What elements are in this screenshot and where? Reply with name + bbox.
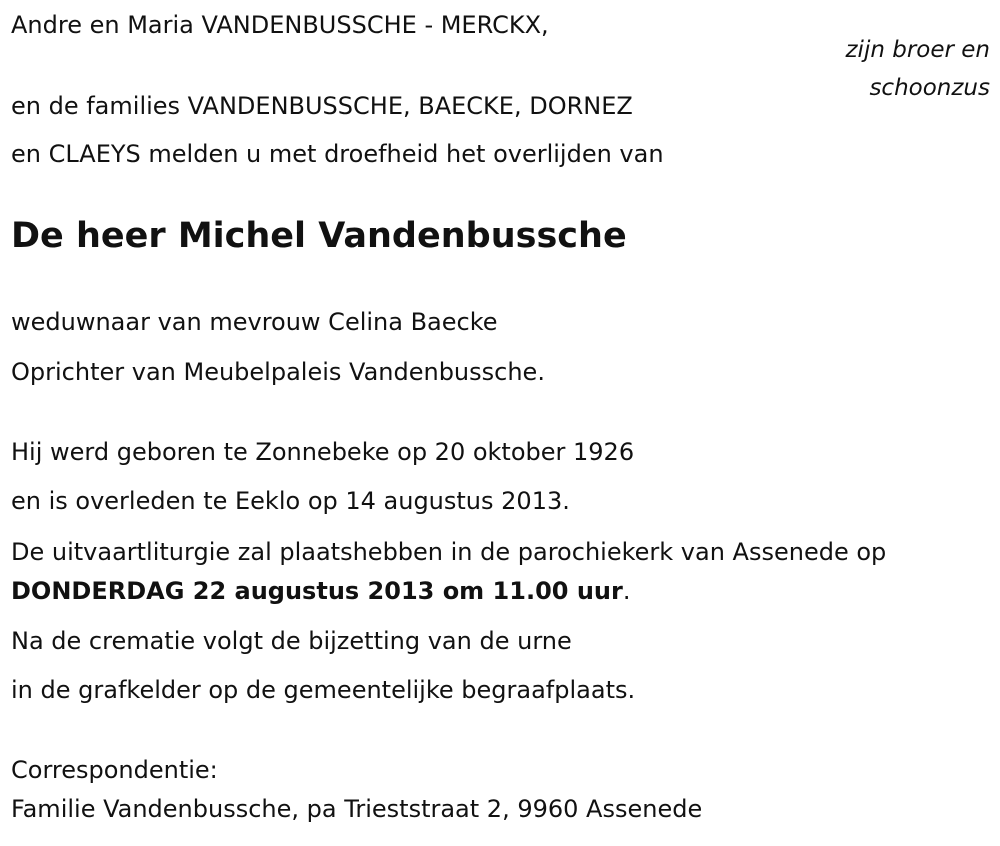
correspondence-label: Correspondentie: bbox=[11, 756, 218, 784]
deceased-name: De heer Michel Vandenbussche bbox=[11, 216, 627, 256]
birth-line: Hij werd geboren te Zonnebeke op 20 oktober 1926 bbox=[11, 438, 635, 466]
families-line: en de families VANDENBUSSCHE, BAECKE, DORNEZ bbox=[11, 92, 633, 120]
funeral-datetime-line bbox=[11, 576, 630, 606]
cremation-line-2: in de grafkelder op de gemeentelijke begraafplaats. bbox=[11, 676, 636, 704]
funeral-intro: De uitvaartliturgie zal plaatshebben in de parochiekerk van Assenede op bbox=[11, 538, 887, 566]
founder-line: Oprichter van Meubelpaleis Vandenbussche. bbox=[11, 358, 545, 386]
widower-line: weduwnaar van mevrouw Celina Baecke bbox=[11, 308, 498, 336]
cremation-line-1: Na de crematie volgt de bijzetting van de urne bbox=[11, 627, 572, 655]
correspondence-address: Familie Vandenbussche, pa Trieststraat 2, 9960 Assenede bbox=[11, 795, 703, 823]
announcement-line: en CLAEYS melden u met droefheid het overlijden van bbox=[11, 140, 664, 168]
funeral-datetime-suffix: . bbox=[622, 577, 631, 605]
announcer-names: Andre en Maria VANDENBUSSCHE - MERCKX, bbox=[11, 11, 549, 39]
relation-line-1: zijn broer en bbox=[845, 37, 990, 63]
death-line: en is overleden te Eeklo op 14 augustus 2013. bbox=[11, 487, 570, 515]
relation-line-2: schoonzus bbox=[869, 75, 990, 101]
funeral-datetime: DONDERDAG 22 augustus 2013 om 11.00 uur bbox=[11, 577, 623, 605]
